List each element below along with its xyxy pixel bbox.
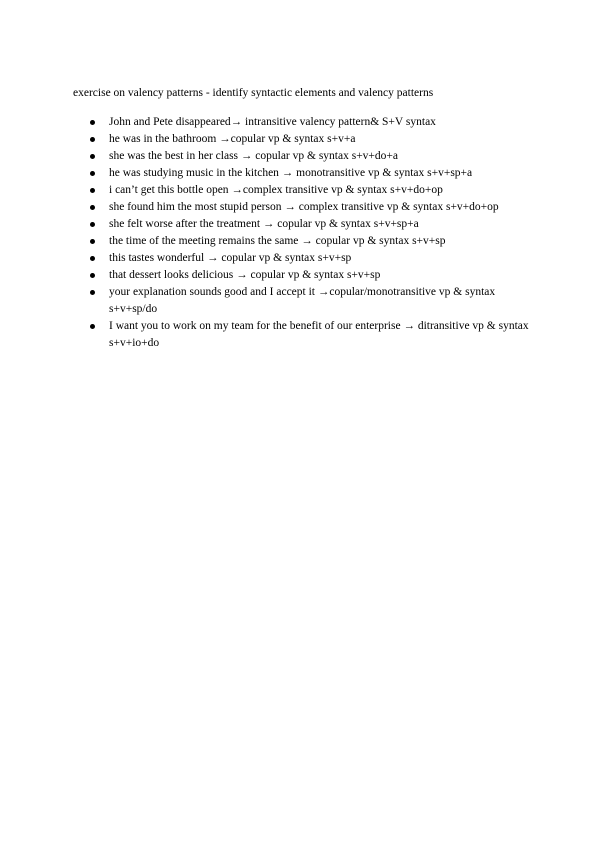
list-item [90, 182, 530, 199]
list-item-text: i can’t get this bottle open →complex transitive vp & syntax s+v+do+op [109, 184, 443, 196]
list-item-text: your explanation sounds good and I accept it →copular/monotransitive vp & syntax s+v+sp/do [109, 286, 496, 315]
list-item-text: this tastes wonderful → copular vp & syntax s+v+sp [109, 252, 352, 264]
bullet-icon [90, 256, 95, 261]
list-item [90, 250, 530, 267]
bullet-icon [90, 290, 95, 295]
exercise-list [90, 114, 530, 352]
list-item [90, 148, 530, 165]
document-title: exercise on valency patterns - identify syntactic elements and valency patterns [73, 87, 434, 99]
list-item [90, 199, 530, 216]
list-item-text: he was in the bathroom →copular vp & syntax s+v+a [109, 133, 356, 145]
bullet-icon [90, 205, 95, 210]
list-item [90, 216, 530, 233]
list-item-text: he was studying music in the kitchen → monotransitive vp & syntax s+v+sp+a [109, 167, 473, 179]
list-item-text: the time of the meeting remains the same → copular vp & syntax s+v+sp [109, 235, 446, 247]
list-item [90, 267, 530, 284]
bullet-icon [90, 239, 95, 244]
list-item-text: John and Pete disappeared→ intransitive valency pattern& S+V syntax [109, 116, 436, 128]
list-item [90, 131, 530, 148]
list-item-text: she found him the most stupid person → complex transitive vp & syntax s+v+do+op [109, 201, 499, 213]
list-item [90, 284, 530, 318]
list-item-text: I want you to work on my team for the benefit of our enterprise → ditransitive vp & syntax s+v+io+do [109, 320, 529, 349]
bullet-icon [90, 188, 95, 193]
bullet-icon [90, 222, 95, 227]
list-item [90, 318, 530, 352]
bullet-icon [90, 171, 95, 176]
list-item-text: that dessert looks delicious → copular vp & syntax s+v+sp [109, 269, 381, 281]
bullet-icon [90, 137, 95, 142]
list-item [90, 114, 530, 131]
list-item [90, 233, 530, 250]
list-item [90, 165, 530, 182]
bullet-icon [90, 273, 95, 278]
bullet-icon [90, 154, 95, 159]
bullet-icon [90, 120, 95, 125]
bullet-icon [90, 324, 95, 329]
list-item-text: she was the best in her class → copular vp & syntax s+v+do+a [109, 150, 399, 162]
list-item-text: she felt worse after the treatment → copular vp & syntax s+v+sp+a [109, 218, 419, 230]
